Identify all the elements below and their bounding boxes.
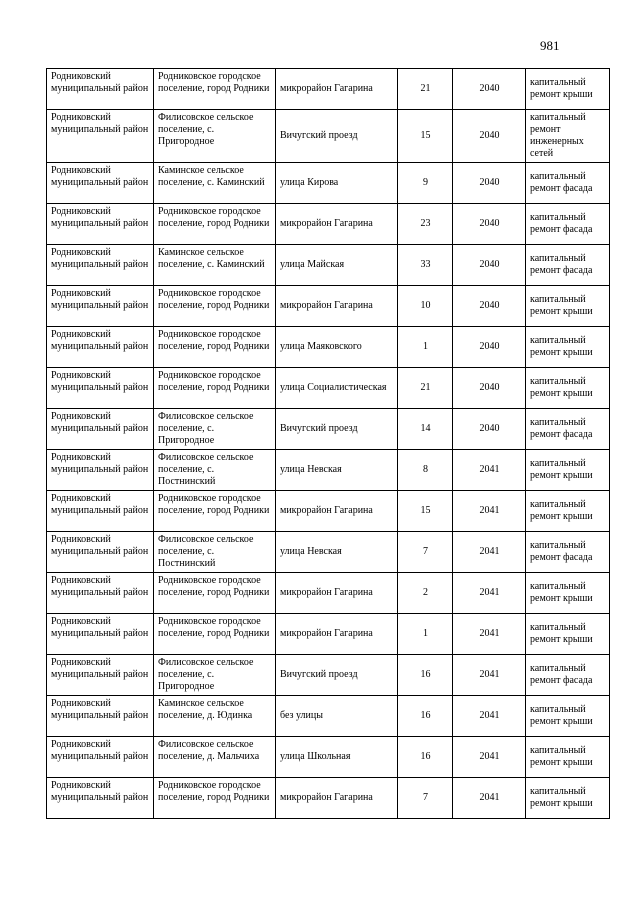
year-cell: 2040 [453, 163, 526, 204]
work-type-cell: капитальный ремонт инженерных сетей [526, 110, 610, 163]
street-cell: микрорайон Гагарина [276, 69, 398, 110]
street-cell: улица Социалистическая [276, 368, 398, 409]
work-type-cell: капитальный ремонт крыши [526, 450, 610, 491]
work-type-cell: капитальный ремонт фасада [526, 532, 610, 573]
settlement-cell: Филисовское сельское поселение, с. Пригородное [154, 409, 276, 450]
year-cell: 2041 [453, 778, 526, 819]
house-number-cell: 16 [398, 737, 453, 778]
settlement-cell: Каминское сельское поселение, с. Каминский [154, 245, 276, 286]
district-cell: Родниковский муниципальный район [47, 737, 154, 778]
street-cell: микрорайон Гагарина [276, 614, 398, 655]
year-cell: 2040 [453, 110, 526, 163]
house-number-cell: 8 [398, 450, 453, 491]
year-cell: 2041 [453, 614, 526, 655]
house-number-cell: 10 [398, 286, 453, 327]
settlement-cell: Родниковское городское поселение, город Родники [154, 368, 276, 409]
settlement-cell: Каминское сельское поселение, д. Юдинка [154, 696, 276, 737]
year-cell: 2040 [453, 204, 526, 245]
district-cell: Родниковский муниципальный район [47, 532, 154, 573]
year-cell: 2040 [453, 245, 526, 286]
street-cell: улица Маяковского [276, 327, 398, 368]
table-body [47, 69, 610, 819]
table-row [47, 491, 610, 532]
work-type-cell: капитальный ремонт крыши [526, 286, 610, 327]
settlement-cell: Родниковское городское поселение, город Родники [154, 491, 276, 532]
year-cell: 2040 [453, 286, 526, 327]
year-cell: 2040 [453, 327, 526, 368]
work-type-cell: капитальный ремонт крыши [526, 737, 610, 778]
work-type-cell: капитальный ремонт крыши [526, 69, 610, 110]
work-type-cell: капитальный ремонт крыши [526, 368, 610, 409]
work-type-cell: капитальный ремонт крыши [526, 573, 610, 614]
district-cell: Родниковский муниципальный район [47, 491, 154, 532]
table-row [47, 737, 610, 778]
street-cell: микрорайон Гагарина [276, 778, 398, 819]
settlement-cell: Родниковское городское поселение, город Родники [154, 778, 276, 819]
house-number-cell: 14 [398, 409, 453, 450]
district-cell: Родниковский муниципальный район [47, 69, 154, 110]
table-row [47, 532, 610, 573]
table-row [47, 110, 610, 163]
year-cell: 2040 [453, 69, 526, 110]
district-cell: Родниковский муниципальный район [47, 245, 154, 286]
street-cell: Вичугский проезд [276, 409, 398, 450]
street-cell: улица Невская [276, 532, 398, 573]
street-cell: микрорайон Гагарина [276, 573, 398, 614]
table-row [47, 450, 610, 491]
district-cell: Родниковский муниципальный район [47, 327, 154, 368]
work-type-cell: капитальный ремонт крыши [526, 491, 610, 532]
work-type-cell: капитальный ремонт фасада [526, 163, 610, 204]
year-cell: 2041 [453, 491, 526, 532]
street-cell: улица Школьная [276, 737, 398, 778]
settlement-cell: Родниковское городское поселение, город Родники [154, 286, 276, 327]
settlement-cell: Родниковское городское поселение, город Родники [154, 69, 276, 110]
work-type-cell: капитальный ремонт крыши [526, 778, 610, 819]
district-cell: Родниковский муниципальный район [47, 163, 154, 204]
year-cell: 2041 [453, 655, 526, 696]
house-number-cell: 21 [398, 69, 453, 110]
settlement-cell: Филисовское сельское поселение, с. Пригородное [154, 110, 276, 163]
table-row [47, 409, 610, 450]
settlement-cell: Филисовское сельское поселение, с. Постнинский [154, 450, 276, 491]
house-number-cell: 15 [398, 110, 453, 163]
year-cell: 2041 [453, 450, 526, 491]
street-cell: улица Майская [276, 245, 398, 286]
table-row [47, 655, 610, 696]
house-number-cell: 1 [398, 614, 453, 655]
house-number-cell: 15 [398, 491, 453, 532]
street-cell: улица Кирова [276, 163, 398, 204]
district-cell: Родниковский муниципальный район [47, 450, 154, 491]
district-cell: Родниковский муниципальный район [47, 573, 154, 614]
house-number-cell: 7 [398, 532, 453, 573]
table-row [47, 286, 610, 327]
house-number-cell: 1 [398, 327, 453, 368]
street-cell: микрорайон Гагарина [276, 204, 398, 245]
work-type-cell: капитальный ремонт фасада [526, 245, 610, 286]
work-type-cell: капитальный ремонт крыши [526, 327, 610, 368]
house-number-cell: 16 [398, 696, 453, 737]
work-type-cell: капитальный ремонт фасада [526, 204, 610, 245]
repair-schedule-table [46, 68, 610, 819]
settlement-cell: Родниковское городское поселение, город Родники [154, 614, 276, 655]
house-number-cell: 2 [398, 573, 453, 614]
district-cell: Родниковский муниципальный район [47, 368, 154, 409]
street-cell: Вичугский проезд [276, 110, 398, 163]
street-cell: без улицы [276, 696, 398, 737]
district-cell: Родниковский муниципальный район [47, 778, 154, 819]
table-row [47, 368, 610, 409]
settlement-cell: Родниковское городское поселение, город Родники [154, 327, 276, 368]
street-cell: Вичугский проезд [276, 655, 398, 696]
page-number: 981 [540, 38, 560, 53]
district-cell: Родниковский муниципальный район [47, 614, 154, 655]
year-cell: 2041 [453, 532, 526, 573]
settlement-cell: Филисовское сельское поселение, д. Мальчиха [154, 737, 276, 778]
street-cell: микрорайон Гагарина [276, 491, 398, 532]
house-number-cell: 16 [398, 655, 453, 696]
year-cell: 2041 [453, 573, 526, 614]
work-type-cell: капитальный ремонт фасада [526, 655, 610, 696]
district-cell: Родниковский муниципальный район [47, 409, 154, 450]
district-cell: Родниковский муниципальный район [47, 204, 154, 245]
house-number-cell: 9 [398, 163, 453, 204]
table-row [47, 778, 610, 819]
settlement-cell: Филисовское сельское поселение, с. Пригородное [154, 655, 276, 696]
district-cell: Родниковский муниципальный район [47, 110, 154, 163]
table-row [47, 327, 610, 368]
table-row [47, 69, 610, 110]
table-row [47, 163, 610, 204]
district-cell: Родниковский муниципальный район [47, 286, 154, 327]
settlement-cell: Родниковское городское поселение, город Родники [154, 573, 276, 614]
work-type-cell: капитальный ремонт фасада [526, 409, 610, 450]
settlement-cell: Филисовское сельское поселение, с. Постнинский [154, 532, 276, 573]
work-type-cell: капитальный ремонт крыши [526, 614, 610, 655]
year-cell: 2041 [453, 737, 526, 778]
street-cell: улица Невская [276, 450, 398, 491]
year-cell: 2040 [453, 368, 526, 409]
district-cell: Родниковский муниципальный район [47, 655, 154, 696]
table-row [47, 573, 610, 614]
district-cell: Родниковский муниципальный район [47, 696, 154, 737]
year-cell: 2040 [453, 409, 526, 450]
house-number-cell: 21 [398, 368, 453, 409]
table-row [47, 245, 610, 286]
table-row [47, 614, 610, 655]
house-number-cell: 7 [398, 778, 453, 819]
table-row [47, 204, 610, 245]
settlement-cell: Родниковское городское поселение, город Родники [154, 204, 276, 245]
settlement-cell: Каминское сельское поселение, с. Каминский [154, 163, 276, 204]
house-number-cell: 23 [398, 204, 453, 245]
table-row [47, 696, 610, 737]
year-cell: 2041 [453, 696, 526, 737]
street-cell: микрорайон Гагарина [276, 286, 398, 327]
work-type-cell: капитальный ремонт крыши [526, 696, 610, 737]
house-number-cell: 33 [398, 245, 453, 286]
